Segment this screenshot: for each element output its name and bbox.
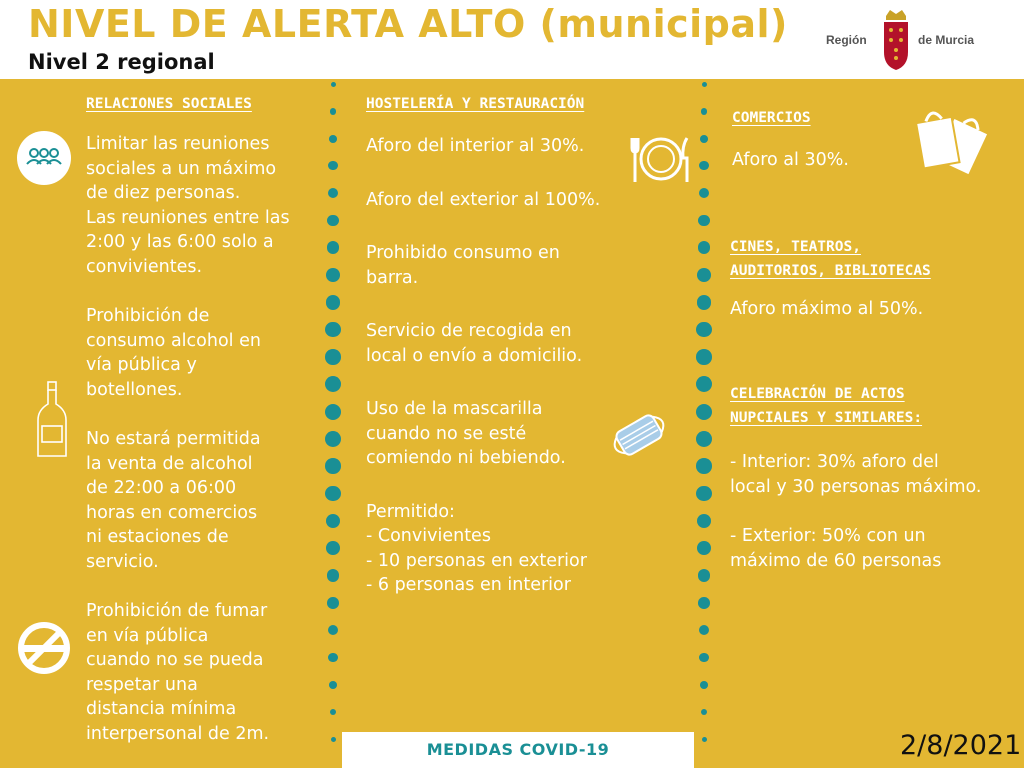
divider-dot	[325, 431, 341, 447]
paragraph-recogida	[366, 319, 600, 368]
paragraph-aforo-interior	[366, 134, 600, 159]
text-line: - Interior: 30% aforo del	[730, 452, 939, 472]
text-line: botellones.	[86, 379, 183, 400]
plate-cutlery-icon	[630, 132, 692, 186]
text-line: Prohibición de fumar	[86, 601, 268, 621]
paragraph-fumar	[86, 599, 290, 746]
paragraph-exterior	[730, 524, 981, 573]
logo-text-right: de Murcia	[918, 33, 975, 47]
text-line: barra.	[366, 267, 419, 288]
divider-dot	[327, 215, 339, 227]
text-line: comiendo ni bebiendo.	[366, 448, 566, 468]
paragraph-mascarilla	[366, 397, 600, 471]
divider-dot	[698, 597, 710, 609]
text-line: Uso de la mascarilla	[366, 399, 543, 419]
text-line: convivientes.	[86, 256, 203, 277]
divider-dot	[330, 709, 336, 715]
text-line: interpersonal de 2m.	[86, 723, 270, 744]
text-line: cuando no se esté	[366, 423, 527, 444]
divider-dot	[327, 241, 340, 254]
heading-cines-line-2: AUDITORIOS, BIBLIOTECAS	[730, 263, 931, 279]
divider-dot	[696, 431, 712, 447]
text-line: ni estaciones de	[86, 527, 229, 547]
paragraph-consumo-barra	[366, 241, 600, 290]
divider-dot	[325, 349, 341, 365]
divider-dot	[330, 108, 336, 114]
bottle-icon	[34, 380, 70, 460]
face-mask-icon	[604, 404, 674, 466]
column-comercios	[732, 106, 849, 173]
coat-of-arms-icon	[878, 6, 914, 72]
text-line: 2:00 y las 6:00 solo a	[86, 232, 274, 252]
divider-dot	[702, 82, 707, 87]
divider-dot	[326, 514, 341, 529]
column-hosteleria	[366, 92, 600, 598]
paragraph-venta-alcohol	[86, 427, 290, 574]
text-line: máximo de 60 personas	[730, 550, 942, 571]
divider-dot	[698, 569, 711, 582]
region-murcia-logo	[826, 6, 986, 72]
divider-dot	[325, 322, 340, 337]
divider-dot	[325, 404, 341, 420]
paragraph-permitido	[366, 500, 600, 598]
text-line: en vía pública	[86, 625, 209, 646]
text-line: distancia mínima	[86, 699, 237, 719]
divider-dot	[696, 376, 712, 392]
divider-dot	[696, 458, 712, 474]
text-line: - Convivientes	[366, 526, 491, 546]
divider-dot	[328, 653, 337, 662]
footer-label: MEDIDAS COVID-19	[426, 740, 610, 759]
heading-celebracion-line-1: CELEBRACIÓN DE ACTOS	[730, 386, 905, 402]
divider-dot	[697, 514, 712, 529]
divider-dot	[325, 458, 341, 474]
column-cines	[730, 235, 931, 322]
text-line: - Exterior: 50% con un	[730, 526, 926, 546]
header	[0, 0, 1024, 79]
text-line: consumo alcohol en	[86, 330, 261, 351]
page-subtitle: Nivel 2 regional	[28, 50, 215, 74]
divider-dot	[699, 188, 710, 199]
divider-dot	[701, 709, 707, 715]
divider-dot	[697, 541, 711, 555]
text-line: Prohibición de	[86, 306, 210, 326]
divider-dot	[326, 268, 340, 282]
divider-dot	[696, 349, 712, 365]
footer-banner	[342, 732, 694, 768]
text-line: Servicio de recogida en	[366, 321, 572, 341]
text-line: de diez personas.	[86, 183, 241, 203]
shopping-bags-icon	[906, 104, 992, 178]
no-smoking-icon	[16, 620, 72, 676]
divider-dot	[329, 135, 337, 143]
divider-dot	[331, 82, 336, 87]
text-line: Aforo del exterior al 100%.	[366, 189, 601, 210]
divider-dot	[331, 737, 336, 742]
text-line: vía pública y	[86, 355, 197, 375]
heading-hosteleria: HOSTELERÍA Y RESTAURACIÓN	[366, 96, 585, 112]
text-line: No estará permitida	[86, 429, 261, 449]
divider-dot	[699, 161, 708, 170]
divider-dot	[328, 188, 339, 199]
divider-dot	[699, 653, 708, 662]
text-line: local y 30 personas máximo.	[730, 476, 982, 497]
divider-dot	[329, 681, 337, 689]
text-line: Permitido:	[366, 501, 455, 522]
divider-dot	[696, 322, 711, 337]
people-group-icon	[16, 130, 72, 186]
text-line: Aforo del interior al 30%.	[366, 136, 585, 156]
column-relaciones-sociales	[86, 92, 290, 746]
divider-dot	[325, 376, 341, 392]
text-line: local o envío a domicilio.	[366, 345, 583, 366]
text-line: - 10 personas en exterior	[366, 550, 587, 571]
publication-date: 2/8/2021	[900, 730, 1022, 761]
text-aforo-cines: Aforo máximo al 50%.	[730, 299, 924, 319]
paragraph-reuniones	[86, 132, 290, 279]
text-line: la venta de alcohol	[86, 453, 253, 474]
text-line: Las reuniones entre las	[86, 207, 290, 228]
divider-dot	[700, 135, 708, 143]
heading-comercios: COMERCIOS	[732, 110, 811, 126]
divider-dot	[699, 625, 710, 636]
logo-text-left: Región	[826, 33, 867, 47]
divider-dot	[698, 215, 710, 227]
divider-dot	[696, 486, 711, 501]
text-line: de 22:00 a 06:00	[86, 478, 237, 498]
divider-dot	[327, 597, 339, 609]
text-line: respetar una	[86, 674, 198, 695]
divider-dot	[700, 681, 708, 689]
text-line: Prohibido consumo en	[366, 243, 560, 263]
divider-dot	[701, 108, 707, 114]
paragraph-interior	[730, 450, 981, 499]
divider-dot	[702, 737, 707, 742]
heading-celebracion-line-2: NUPCIALES Y SIMILARES:	[730, 410, 923, 426]
text-line: sociales a un máximo	[86, 158, 277, 179]
divider-dot	[697, 268, 711, 282]
divider-dot	[327, 569, 340, 582]
text-line: servicio.	[86, 551, 159, 572]
divider-dot	[326, 541, 340, 555]
heading-cines-line-1: CINES, TEATROS,	[730, 239, 861, 255]
text-line: horas en comercios	[86, 502, 258, 523]
text-line: cuando no se pueda	[86, 650, 264, 670]
text-line: - 6 personas en interior	[366, 575, 571, 595]
divider-dot	[328, 625, 339, 636]
divider-dot	[696, 404, 712, 420]
divider-dot	[326, 295, 341, 310]
divider-dot	[698, 241, 711, 254]
divider-dot	[328, 161, 337, 170]
paragraph-aforo-exterior	[366, 188, 600, 213]
divider-dot	[697, 295, 712, 310]
page-title: NIVEL DE ALERTA ALTO (municipal)	[28, 2, 788, 46]
heading-relaciones-sociales: RELACIONES SOCIALES	[86, 96, 252, 112]
column-celebracion	[730, 382, 981, 573]
divider-dot	[325, 486, 340, 501]
text-line: Limitar las reuniones	[86, 134, 270, 154]
text-aforo-comercios: Aforo al 30%.	[732, 150, 849, 170]
paragraph-alcohol-via-publica	[86, 304, 290, 402]
